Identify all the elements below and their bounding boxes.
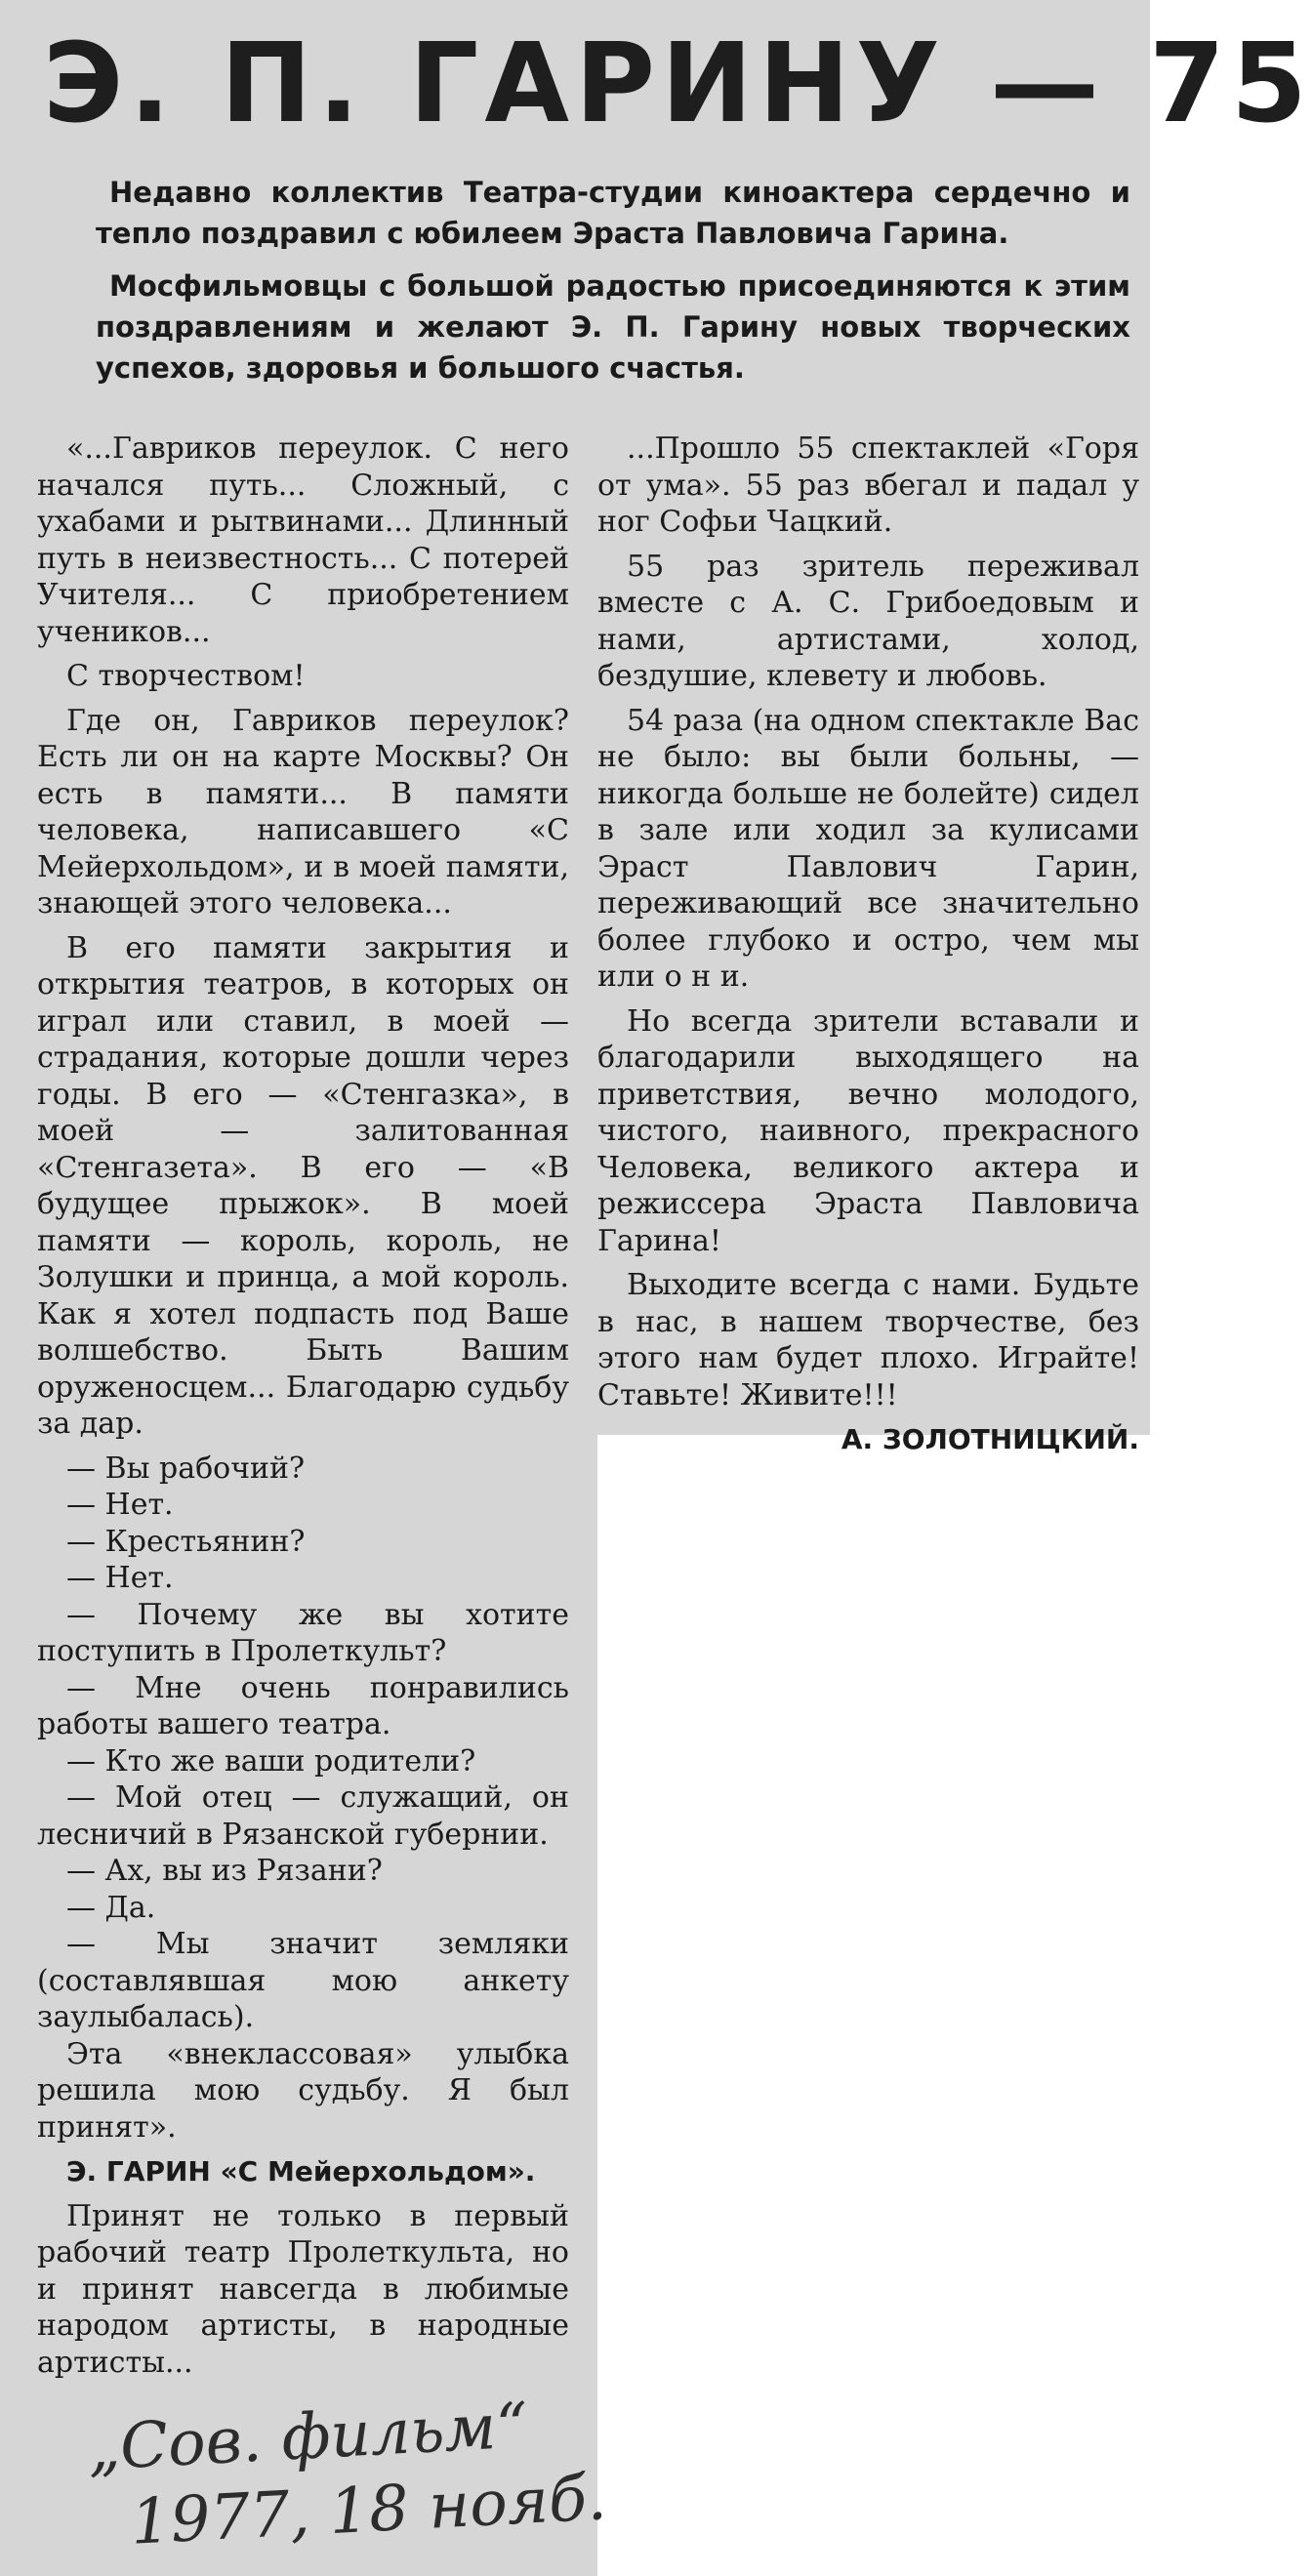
body-paragraph: Где он, Гавриков переулок? Есть ли он на карте Москвы? Он есть в памяти... В памяти человека, написавшего «С Мейерхольдом», и в моей памяти, знающей этого человека... [37, 703, 569, 920]
dialogue-line: — Почему же вы хотите поступить в Пролеткульт? [37, 1597, 569, 1668]
dialogue-line: — Ах, вы из Рязани? [66, 1854, 383, 1888]
right-column [597, 430, 1139, 1466]
body-paragraph: ...Прошло 55 спектаклей «Горя от ума». 55 раз вбегал и падал у ног Софьи Чацкий. [597, 431, 1139, 539]
body-paragraph: Эта «внеклассовая» улыбка решила мою судьбу. Я был принят». [37, 2036, 569, 2145]
dialogue-line: — Кто же ваши родители? [66, 1743, 476, 1779]
body-paragraph: Выходите всегда с нами. Будьте в нас, в нашем творчестве, без этого нам будет плохо. Играйте! Ставьте! Живите!!! [597, 1268, 1139, 1412]
dialogue-line: — Крестьянин? [66, 1524, 306, 1559]
lead-paragraph: Мосфильмовцы с большой радостью присоединяются к этим поздравлениям и желают Э. П. Гарину новых творческих успехов, здоровья и большого счастья. [96, 269, 1130, 385]
dialogue-line: — Нет. [66, 1488, 174, 1522]
body-paragraph: Принят не только в первый рабочий театр Пролеткульта, но и принят навсегда в любимые народом артисты, в народные артисты... [37, 2198, 569, 2380]
article-headline: Э. П. ГАРИНУ — 75 [43, 20, 1313, 147]
author-signature: А. ЗОЛОТНИЦКИЙ. [841, 1423, 1139, 1455]
lead-paragraph: Недавно коллектив Театра-студии киноактера сердечно и тепло поздравил с юбилеем Эраста Павловича Гарина. [96, 176, 1130, 250]
handwritten-source: „Сов. фильм“ [86, 2390, 530, 2485]
body-paragraph: В его памяти закрытия и открытия театров, в которых он играл или ставил, в моей — страдания, которые дошли через годы. В его — «Стенгазка», в моей — залитованная «Стенгазета». В его — «В будущее прыжок». В моей памяти — король, король, не Золушки и принца, а мой король. Как я хотел подпасть под Ваше волшебство. Быть Вашим оруженосцем... Благодарю судьбу за дар. [37, 930, 569, 1441]
body-paragraph: С творчеством! [66, 659, 306, 693]
left-column [37, 430, 569, 2389]
handwritten-date: 1977, 18 нояб. [129, 2462, 609, 2559]
dialogue-line: — Мы значит земляки (составлявшая мою анкету заулыбалась). [37, 1927, 569, 2034]
body-paragraph: 54 раза (на одном спектакле Вас не было: вы были больны, — никогда больше не болейте) сидел в зале или ходил за кулисами Эраст Павлович Гарин, переживающий все значительно более глубоко и остро, чем мы или о н и. [597, 703, 1139, 994]
dialogue-line: — Мой отец — служащий, он лесничий в Рязанской губернии. [37, 1780, 569, 1852]
dialogue-line: — Мне очень понравились работы вашего театра. [37, 1670, 569, 1741]
dialogue-line: — Нет. [66, 1561, 174, 1595]
article-lead [96, 172, 1130, 400]
dialogue-line: — Вы рабочий? [66, 1451, 306, 1486]
body-paragraph: Но всегда зрители вставали и благодарили выходящего на приветствия, вечно молодого, чистого, наивного, прекрасного Человека, великого актера и режиссера Эраста Павловича Гарина! [597, 1003, 1139, 1258]
body-paragraph: «...Гавриков переулок. С него начался путь... Сложный, с ухабами и рытвинами... Длинный путь в неизвестность... С потерей Учителя... С приобретением учеников... [37, 431, 569, 649]
quote-citation: Э. ГАРИН «С Мейерхольдом». [66, 2155, 536, 2188]
blank-page-area [597, 1435, 1150, 2576]
body-paragraph: 55 раз зритель переживал вместе с А. С. Грибоедовым и нами, артистами, холод, бездушие, клевету и любовь. [597, 549, 1139, 693]
dialogue-line: — Да. [66, 1890, 156, 1925]
handwritten-source-note [86, 2386, 609, 2563]
